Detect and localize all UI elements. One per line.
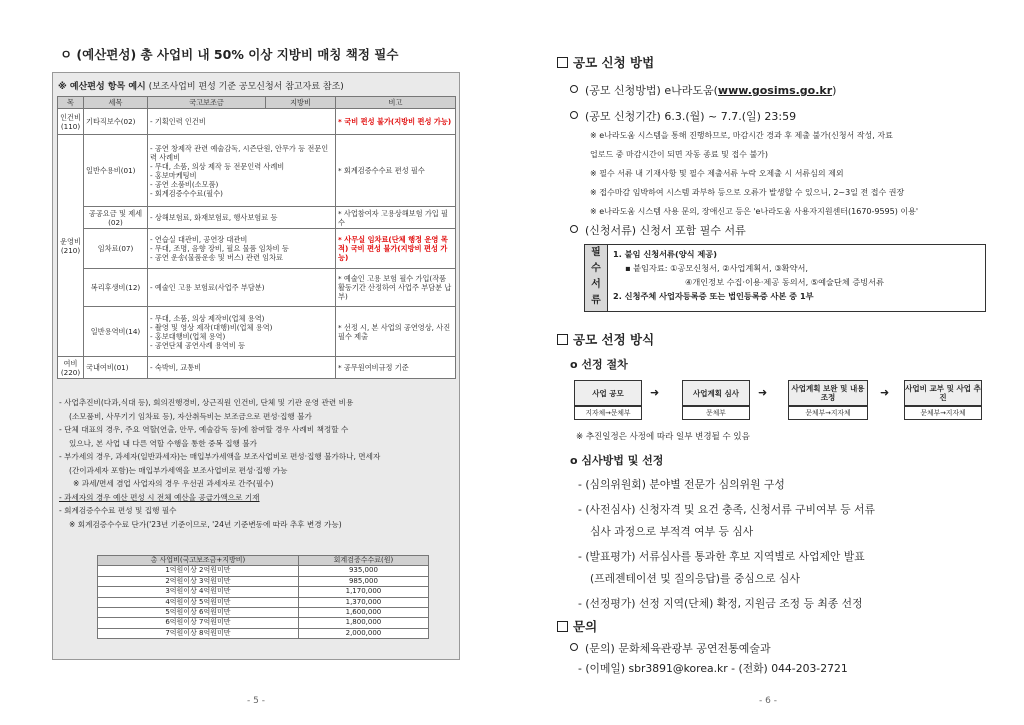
note-line: ※ 과세/면세 겸업 사업자의 경우 우선권 과세자로 간주(필수) bbox=[73, 479, 274, 488]
fee-range: 2억원이상 3억원미만 bbox=[98, 576, 299, 586]
table-row bbox=[58, 207, 456, 229]
note-line: ※ e나라도움 시스템을 통해 진행하므로, 마감시간 경과 후 제출 불가(신청서 작성, 자료 bbox=[590, 131, 893, 140]
required-docs-line: (신청서류) 신청서 포함 필수 서류 bbox=[570, 222, 1010, 238]
selection-flow bbox=[570, 380, 990, 420]
fee-amount: 935,000 bbox=[298, 566, 428, 576]
fee-amount: 1,800,000 bbox=[298, 618, 428, 628]
audit-fee-table bbox=[97, 555, 429, 639]
cell-content: - 연습실 대관비, 공연장 대관비 - 무대, 조명, 음향 장비, 필요 물품 임차비 등 - 공연 운송(물품운송 및 버스) 관련 임차료 bbox=[148, 229, 336, 269]
cell-mok: 여비 (220) bbox=[58, 357, 84, 379]
fee-range: 5억원이상 6억원미만 bbox=[98, 608, 299, 618]
note-line: ※ 회계검증수수료 단가('23년 기준이므로, '24년 기준변동에 따라 추후 변경 가능) bbox=[69, 519, 342, 529]
circle-bullet-icon bbox=[570, 85, 578, 93]
eval-line: (프레젠테이션 및 질의응답)를 중심으로 심사 bbox=[590, 572, 800, 585]
cell-semok: 복리후생비(12) bbox=[84, 269, 148, 307]
docs-content bbox=[613, 247, 884, 303]
fee-th-amount: 회계검증수수료(원) bbox=[298, 556, 428, 566]
circle-bullet-icon bbox=[570, 643, 578, 651]
page-6 bbox=[512, 0, 1024, 725]
th-mok: 목 bbox=[58, 97, 84, 109]
page-number: - 6 - bbox=[759, 696, 777, 706]
note-line: (간이과세자 포함)는 매입부가세액을 보조사업비로 편성·집행 가능 bbox=[69, 465, 288, 475]
procedure-title: o 선정 절차 bbox=[570, 358, 628, 371]
arrow-right-icon: ➜ bbox=[758, 386, 768, 399]
cell-content: - 예술인 고용 보험료(사업주 부담분) bbox=[148, 269, 336, 307]
fee-th-budget: 총 사업비(국고보조금+지방비) bbox=[98, 556, 299, 566]
note-line: ※ 필수 서류 내 기재사항 및 필수 제출서류 누락 오제출 시 서류심의 제외 bbox=[590, 169, 844, 178]
cell-semok: 공공요금 및 제세(02) bbox=[84, 207, 148, 229]
flow-step: 사업계획 심사 bbox=[682, 380, 750, 406]
cell-semok: 임차료(07) bbox=[84, 229, 148, 269]
budget-table bbox=[57, 96, 456, 379]
docs-line: 2. 신청주체 사업자등록증 또는 법인등록증 사본 중 1부 bbox=[613, 291, 814, 301]
note-line: 있으나, 본 사업 내 다른 역할 수행을 통한 중복 집행 불가 bbox=[69, 438, 257, 448]
cell-semok: 일반용역비(14) bbox=[84, 307, 148, 357]
budget-notes bbox=[59, 396, 455, 531]
table-row bbox=[58, 135, 456, 207]
fee-amount: 2,000,000 bbox=[298, 628, 428, 638]
arrow-right-icon: ➜ bbox=[650, 386, 660, 399]
section-apply-method: 공모 신청 방법 bbox=[557, 53, 997, 71]
table-row bbox=[58, 229, 456, 269]
cell-semok: 기타직보수(02) bbox=[84, 109, 148, 135]
cell-note: * 회계검증수수료 편성 필수 bbox=[336, 135, 456, 207]
page-number: - 5 - bbox=[247, 696, 265, 706]
note-line: - 회계검증수수료 편성 및 집행 필수 bbox=[59, 506, 177, 515]
fee-range: 1억원이상 2억원미만 bbox=[98, 566, 299, 576]
note-line: - 부가세의 경우, 과세자(일반과세자)는 매입부가세액을 보조사업비로 편성·집행 불가하나, 면세자 bbox=[59, 452, 381, 461]
eval-line: 심사 과정으로 부적격 여부 등 심사 bbox=[590, 525, 754, 538]
docs-line: 1. 붙임 신청서류(양식 제공) bbox=[613, 249, 717, 259]
docs-label: 필 수 서 류 bbox=[585, 245, 608, 311]
fee-amount: 985,000 bbox=[298, 576, 428, 586]
contact-line: - (이메일) sbr3891@korea.kr - (전화) 044-203-2721 bbox=[578, 662, 848, 675]
flow-step: 사업계획 보완 및 내용조정 bbox=[788, 380, 868, 406]
table-header-row bbox=[58, 97, 456, 109]
table-row bbox=[98, 576, 429, 586]
fee-header-row bbox=[98, 556, 429, 566]
table-row bbox=[98, 597, 429, 607]
cell-content: - 숙박비, 교통비 bbox=[148, 357, 336, 379]
contact-org: (문의) 문화체육관광부 공연전통예술과 bbox=[570, 640, 1010, 656]
cell-note: * 국비 편성 불가(지방비 편성 가능) bbox=[336, 109, 456, 135]
fee-amount: 1,170,000 bbox=[298, 587, 428, 597]
eval-line: - (사전심사) 신청자격 및 요건 충족, 신청서류 구비여부 등 서류 bbox=[578, 503, 875, 516]
table-row bbox=[98, 566, 429, 576]
fee-range: 7억원이상 8억원미만 bbox=[98, 628, 299, 638]
fee-amount: 1,600,000 bbox=[298, 608, 428, 618]
flow-step: 사업 공모 bbox=[574, 380, 642, 406]
cell-mok: 인건비 (110) bbox=[58, 109, 84, 135]
cell-semok: 국내여비(01) bbox=[84, 357, 148, 379]
note-line: 업로드 중 마감시간이 되면 자동 종료 및 접수 불가) bbox=[590, 150, 769, 159]
cell-note: * 공무원여비규정 기준 bbox=[336, 357, 456, 379]
cell-semok: 일반수용비(01) bbox=[84, 135, 148, 207]
budget-example-box bbox=[52, 72, 460, 660]
evaluation-list bbox=[578, 474, 998, 615]
apply-method-line: (공모 신청방법) e나라도움(www.gosims.go.kr) bbox=[570, 82, 1010, 98]
evaluation-title: o 심사방법 및 선정 bbox=[570, 454, 664, 467]
docs-line: ▪ 붙임자료: ①공모신청서, ②사업계획서, ③확약서, bbox=[625, 263, 809, 273]
cell-content: - 무대, 소품, 의상 제작비(업체 용역) - 촬영 및 영상 제작(대행)비(업체 용역) - 홍보대행비(업체 용역) - 공연단체 공연사례 용역비 등 bbox=[148, 307, 336, 357]
eval-line: - (선정평가) 선정 지역(단체) 확정, 지원금 조정 등 최종 선정 bbox=[578, 597, 863, 610]
period-notes bbox=[572, 126, 1012, 221]
flow-step: 사업비 교부 및 사업 추진 bbox=[904, 380, 982, 406]
flow-step-actor: 지자체→문체부 bbox=[574, 406, 642, 420]
note-line: ※ e나라도움 시스템 사용 문의, 장애신고 등은 'e나라도움 사용자지원센터(1670-9595) 이용' bbox=[590, 207, 919, 216]
square-bullet-icon bbox=[557, 621, 568, 632]
note-line: - 단체 대표의 경우, 주요 역할(연출, 안무, 예술감독 등)에 참여할 경우 사례비 책정할 수 bbox=[59, 425, 349, 434]
table-row bbox=[58, 109, 456, 135]
section-contact: 문의 bbox=[557, 617, 997, 635]
eval-line: - (발표평가) 서류심사를 통과한 후보 지역별로 사업제안 발표 bbox=[578, 550, 865, 563]
cell-content: - 공연 창제작 관련 예술감독, 시즌단원, 안무가 등 전문인력 사례비 - 무대, 소품, 의상 제작 등 전문인력 사례비 - 홍보마케팅비 - 공연 소품비(소모품) - 회계검증수수료(필수) bbox=[148, 135, 336, 207]
note-line: (소모품비, 사무기기 임차료 등), 자산취득비는 보조금으로 편성·집행 불가 bbox=[69, 411, 312, 421]
square-bullet-icon bbox=[557, 334, 568, 345]
cell-content: - 기획인력 인건비 bbox=[148, 109, 336, 135]
note-line: ※ 접수마감 임박하여 시스템 과부하 등으로 오류가 발생할 수 있으니, 2~3일 전 접수 권장 bbox=[590, 188, 905, 197]
table-row bbox=[98, 587, 429, 597]
section-selection-method: 공모 선정 방식 bbox=[557, 330, 997, 348]
cell-note: * 사무실 임차료(단체 행정 운영 목적) 국비 편성 불가(지방비 편성 가능) bbox=[336, 229, 456, 269]
table-row bbox=[58, 269, 456, 307]
required-docs-box bbox=[584, 244, 986, 312]
flow-step-actor: 문체부→지자체 bbox=[788, 406, 868, 420]
table-row bbox=[98, 618, 429, 628]
note-line: - 과세자의 경우 예산 편성 시 전체 예산을 공급가액으로 기재 bbox=[59, 492, 260, 502]
table-row bbox=[98, 628, 429, 638]
box-title: ※ 예산편성 항목 예시 (보조사업비 편성 기준 공모신청서 참고자료 참조) bbox=[58, 82, 344, 92]
cell-note: * 예술인 고용 보험 필수 가입(작품 활동기간 산정하여 사업주 부담분 납부) bbox=[336, 269, 456, 307]
th-semok: 세목 bbox=[84, 97, 148, 109]
th-local: 지방비 bbox=[266, 97, 336, 109]
table-row bbox=[58, 357, 456, 379]
apply-period-line: (공모 신청기간) 6.3.(월) ~ 7.7.(일) 23:59 bbox=[570, 108, 1010, 124]
docs-line: ④개인정보 수집·이용·제공 동의서, ⑤예술단체 증빙서류 bbox=[685, 277, 884, 287]
th-national: 국고보조금 bbox=[148, 97, 266, 109]
flow-step-actor: 문체부 bbox=[682, 406, 750, 420]
th-note: 비고 bbox=[336, 97, 456, 109]
eval-line: - (심의위원회) 분야별 전문가 심의위원 구성 bbox=[578, 478, 785, 491]
cell-mok: 운영비 (210) bbox=[58, 135, 84, 357]
square-bullet-icon bbox=[557, 57, 568, 68]
fee-range: 6억원이상 7억원미만 bbox=[98, 618, 299, 628]
circle-bullet-icon bbox=[570, 111, 578, 119]
flow-note: ※ 추진일정은 사정에 따라 일부 변경될 수 있음 bbox=[576, 432, 750, 442]
cell-note: * 선정 시, 본 사업의 공연영상, 사진 필수 제출 bbox=[336, 307, 456, 357]
gosims-link[interactable]: www.gosims.go.kr bbox=[717, 84, 833, 97]
fee-range: 4억원이상 5억원미만 bbox=[98, 597, 299, 607]
flow-step-actor: 문체부→지자체 bbox=[904, 406, 982, 420]
circle-bullet-icon bbox=[570, 225, 578, 233]
cell-content: - 상해보험료, 화재보험료, 행사보험료 등 bbox=[148, 207, 336, 229]
table-row bbox=[58, 307, 456, 357]
table-row bbox=[98, 608, 429, 618]
arrow-right-icon: ➜ bbox=[880, 386, 890, 399]
fee-range: 3억원이상 4억원미만 bbox=[98, 587, 299, 597]
cell-note: * 사업참여자 고용상해보험 가입 필수 bbox=[336, 207, 456, 229]
note-line: - 사업추진비(다과,식대 등), 회의진행경비, 상근직원 인건비, 단체 및 기관 운영 관련 비용 bbox=[59, 398, 354, 407]
fee-amount: 1,370,000 bbox=[298, 597, 428, 607]
budget-heading: ㅇ (예산편성) 총 사업비 내 50% 이상 지방비 매칭 책정 필수 bbox=[60, 47, 399, 62]
